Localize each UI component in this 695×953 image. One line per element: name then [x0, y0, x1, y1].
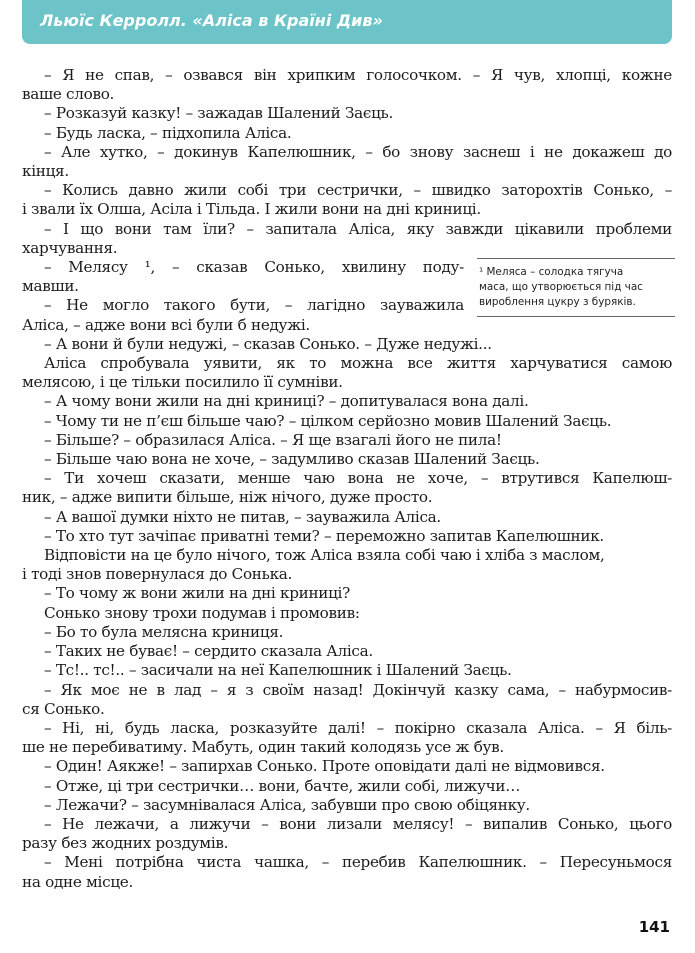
- text-line: – Розказуй казку! – зажадав Шалений Заєць.: [44, 104, 394, 123]
- text-line: – То хто тут зачіпає приватні теми? – переможно запитав Капелюшник.: [44, 526, 604, 545]
- text-line: Сонько знову трохи подумав і промовив:: [44, 603, 360, 622]
- text-line: – Колись давно жили собі три сестрички, – швидко заторохтів Сонько, –: [44, 181, 672, 200]
- text-line: – Отже, ці три сестрички… вони, бачте, жили собі, лижучи…: [44, 776, 521, 795]
- text-line: і тоді знов повернулася до Сонька.: [22, 565, 293, 584]
- page-number: 141: [638, 918, 670, 936]
- footnote-line: вироблення цукру з буряків.: [479, 296, 636, 308]
- text-line: – Тс!.. тс!.. – засичали на неї Капелюшник і Шалений Заєць.: [44, 661, 512, 680]
- text-line: Аліса спробувала уявити, як то можна все життя харчуватися самою: [44, 354, 672, 373]
- text-line: – Не лежачи, а лижучи – вони лизали мелясу! – випалив Сонько, цього: [44, 814, 672, 833]
- text-line: ся Сонько.: [22, 699, 105, 718]
- chapter-header-banner: [22, 0, 672, 44]
- text-line: Аліса, – адже вони всі були б недужі.: [22, 315, 310, 334]
- text-line: мелясою, і це тільки посилило її сумніви.: [22, 373, 343, 392]
- text-line: – Бо то була мелясна криниця.: [44, 622, 284, 641]
- text-line: – Не могло такого бути, – лагідно зауважила: [44, 296, 464, 315]
- text-line: Відповісти на це було нічого, тож Аліса взяла собі чаю і хліба з маслом,: [44, 546, 605, 565]
- text-line: – Ні, ні, будь ласка, розказуйте далі! – покірно сказала Аліса. – Я біль-: [44, 718, 672, 737]
- text-line: – Лежачи? – засумнівалася Аліса, забувши про свою обіцянку.: [44, 795, 530, 814]
- text-line: – Як моє не в лад – я з своїм назад! Докінчуй казку сама, – набурмосив-: [44, 680, 672, 699]
- footnote-line: маса, що утворюється під час: [479, 281, 643, 293]
- text-line: – Більше? – образилася Аліса. – Я ще взагалі його не пила!: [44, 430, 502, 449]
- text-line: – Один! Аякже! – запирхав Сонько. Проте оповідати далі не відмовився.: [44, 757, 605, 776]
- text-line: ваше слово.: [22, 85, 115, 104]
- text-line: – Мелясу ¹, – сказав Сонько, хвилину поду-: [44, 258, 464, 277]
- text-line: ше не перебиватиму. Мабуть, один такий колодязь усе ж був.: [22, 738, 504, 757]
- text-line: мавши.: [22, 277, 79, 296]
- text-line: – Будь ласка, – підхопила Аліса.: [44, 123, 292, 142]
- text-line: кінця.: [22, 162, 69, 181]
- footnote-line: ¹ Меляса – солодка тягуча: [479, 266, 624, 278]
- text-line: харчування.: [22, 238, 118, 257]
- text-line: – А вашої думки ніхто не питав, – зауважила Аліса.: [44, 507, 441, 526]
- text-line: ник, – адже випити більше, ніж нічого, дуже просто.: [22, 488, 433, 507]
- story-text: [22, 66, 672, 892]
- text-line: – То чому ж вони жили на дні криниці?: [44, 584, 350, 603]
- text-line: – А чому вони жили на дні криниці? – допитувалася вона далі.: [44, 392, 529, 411]
- chapter-header-title: Льюїс Керролл. «Аліса в Країні Див»: [40, 11, 383, 30]
- text-line: – Таких не буває! – сердито сказала Аліса.: [44, 642, 373, 661]
- text-line: і звали їх Олша, Асіла і Тільда. І жили вони на дні криниці.: [22, 200, 481, 219]
- text-line: на одне місце.: [22, 872, 133, 891]
- text-line: – Я не спав, – озвався він хрипким голосочком. – Я чув, хлопці, кожне: [44, 66, 672, 84]
- text-line: – Мені потрібна чиста чашка, – перебив Капелюшник. – Пересуньмося: [44, 853, 672, 872]
- footnote-box: [477, 258, 675, 317]
- text-line: – А вони й були недужі, – сказав Сонько. – Дуже недужі...: [44, 334, 492, 353]
- text-line: – Чому ти не п’єш більше чаю? – цілком серйозно мовив Шалений Заєць.: [44, 411, 612, 430]
- text-line: – Ти хочеш сказати, менше чаю вона не хоче, – втрутився Капелюш-: [44, 469, 672, 488]
- text-line: разу без жодних роздумів.: [22, 834, 229, 853]
- text-line: – Але хутко, – докинув Капелюшник, – бо знову заснеш і не докажеш до: [44, 142, 672, 161]
- text-line: – Більше чаю вона не хоче, – задумливо сказав Шалений Заєць.: [44, 450, 540, 469]
- text-line: – І що вони там їли? – запитала Аліса, яку завжди цікавили проблеми: [44, 219, 672, 238]
